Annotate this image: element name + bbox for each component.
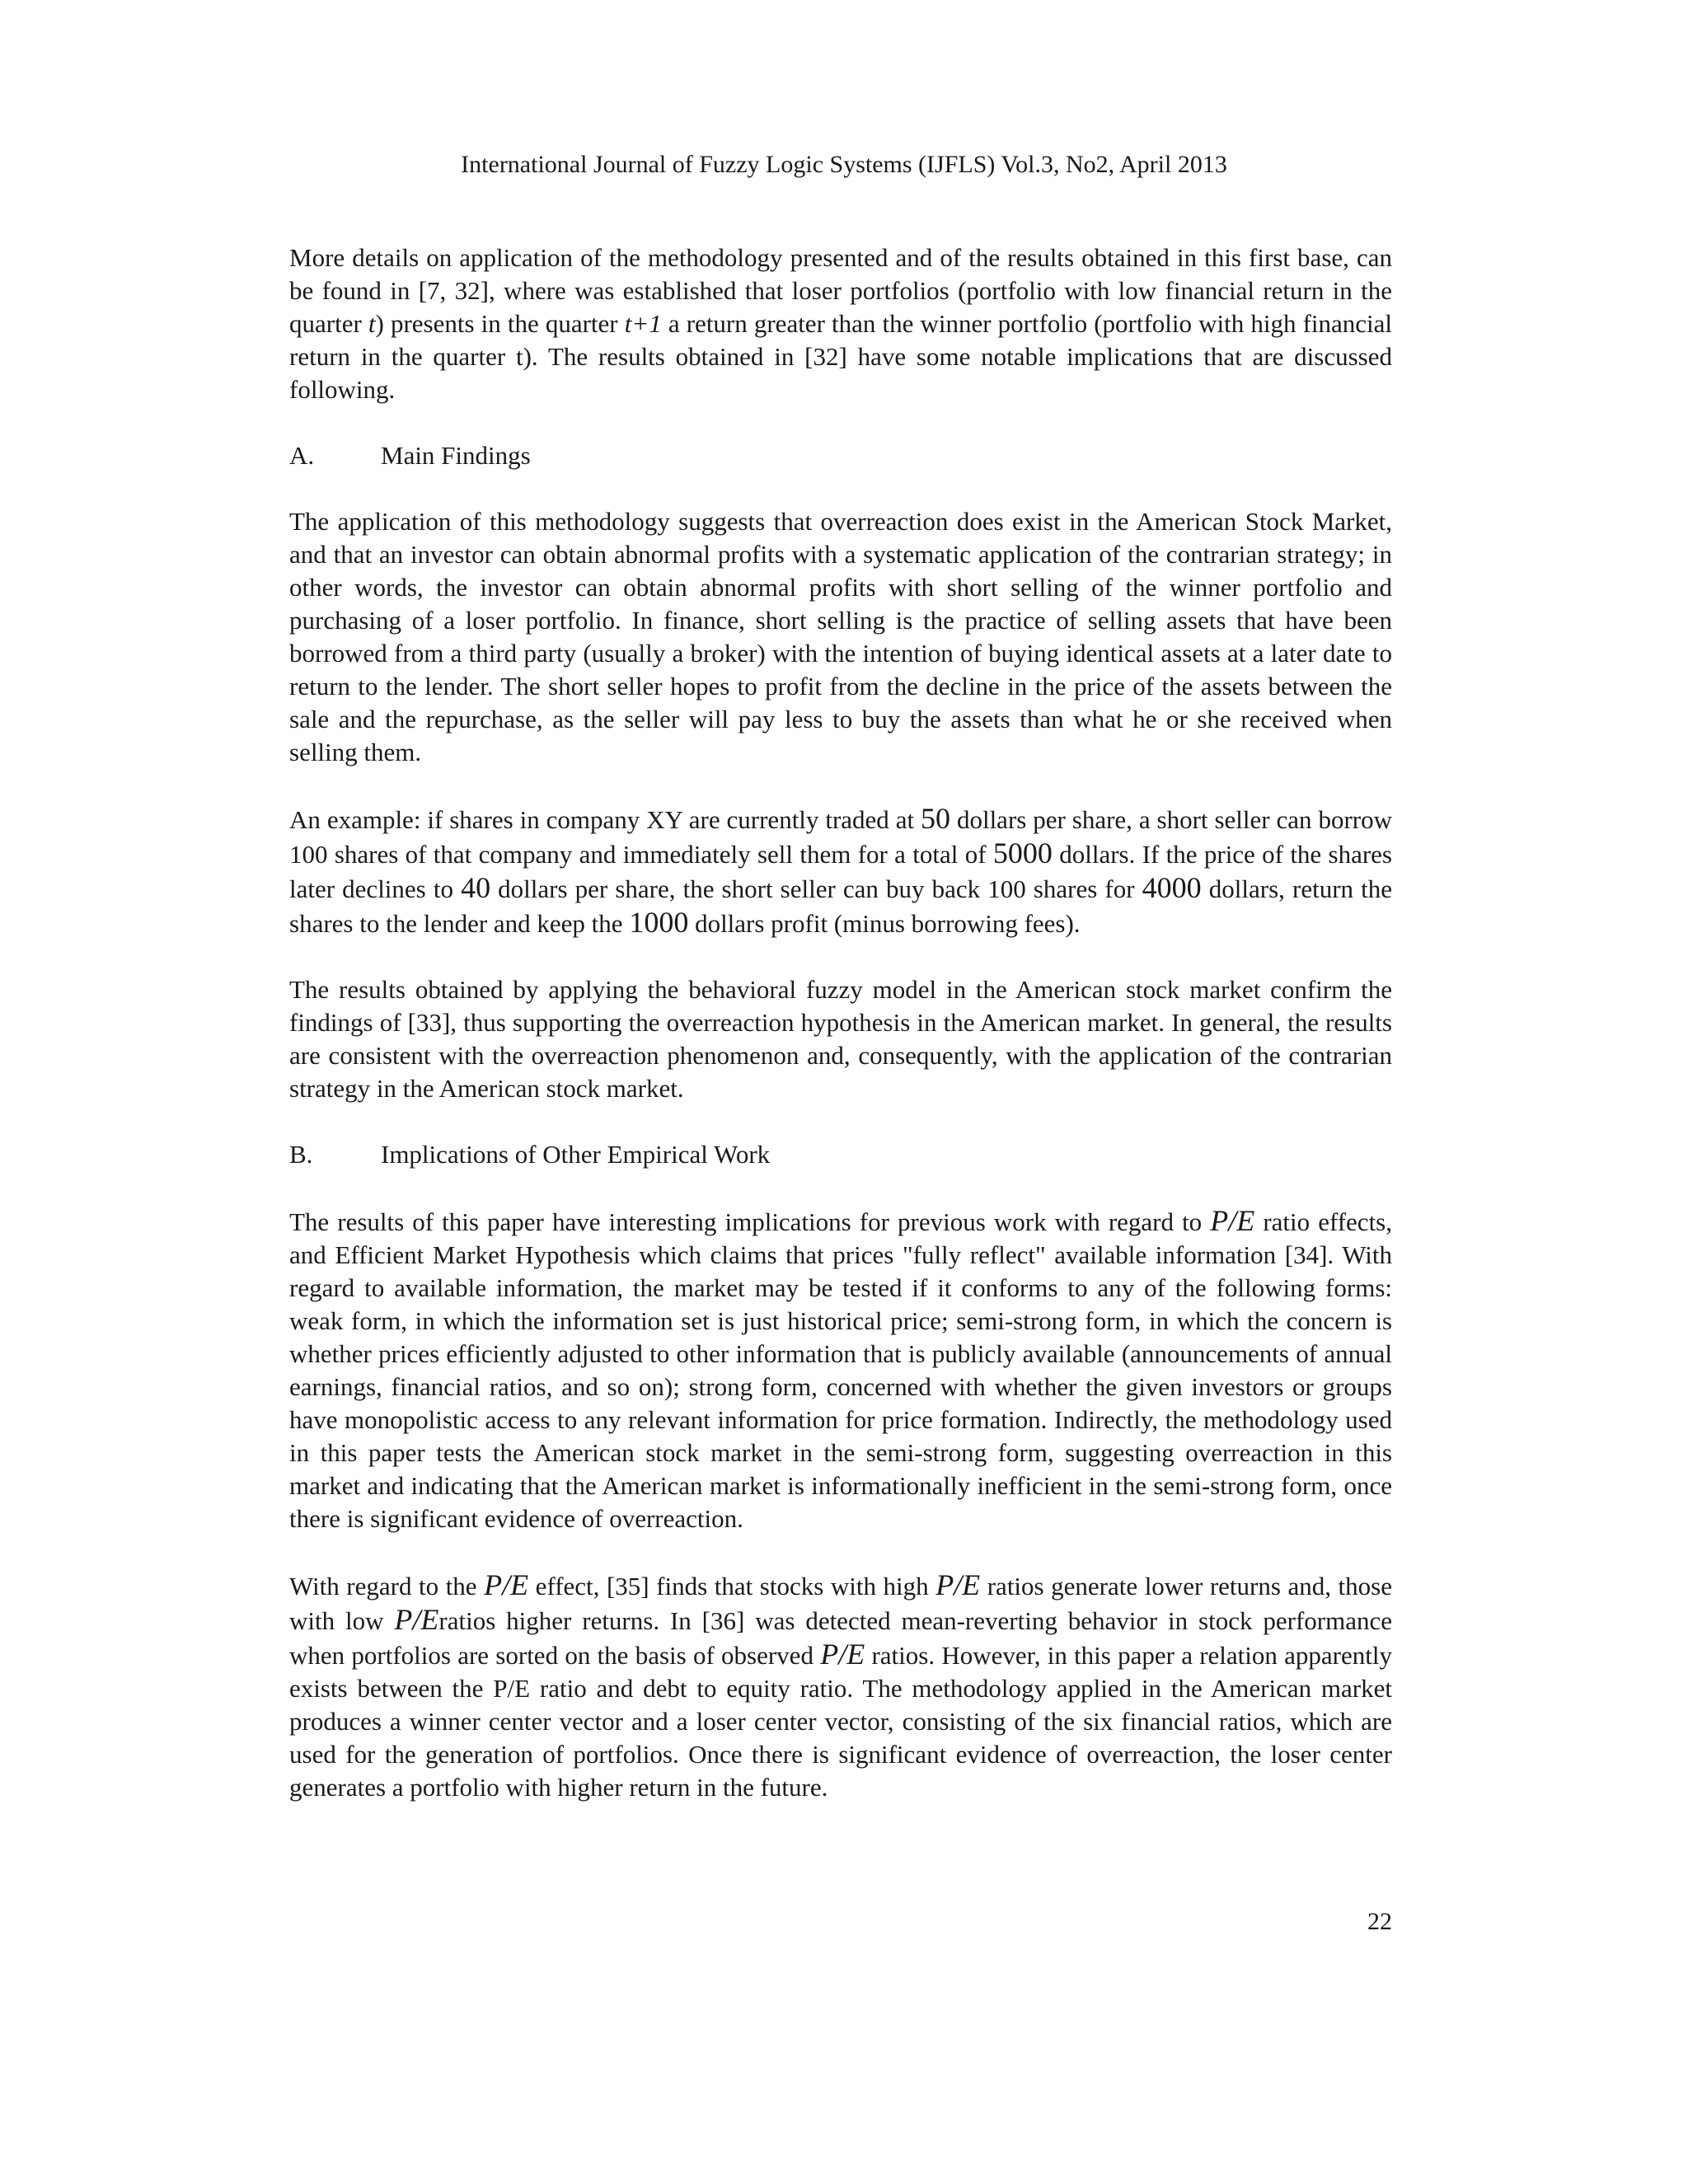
paragraph-methodology-details <box>289 241 1392 406</box>
math-variable-t-plus-1: t+1 <box>624 309 662 338</box>
paragraph-efficient-market-hypothesis <box>289 1204 1392 1535</box>
text-run: dollars, return the shares to the lender and keep the <box>289 874 1392 938</box>
number-4000: 4000 <box>1142 871 1202 904</box>
text-run: ratios generate lower returns and, those with low <box>289 1572 1392 1635</box>
page-number: 22 <box>1367 1908 1392 1935</box>
text-run: ratios. However, in this paper a relation apparently exists between the P/E ratio and debt to equity ratio. The methodology applied in the American market produces a winner center vector and a loser center vector, consisting of the six financial ratios, which are used for the generation of portfolios. Once there is significant evidence of overreaction, the loser center generates a portfolio with higher return in the future. <box>289 1641 1392 1802</box>
section-heading-implications <box>289 1138 1392 1171</box>
math-pe-ratio: P/E <box>820 1638 865 1671</box>
math-pe-ratio: P/E <box>484 1568 529 1601</box>
text-run: dollars per share, a short seller can borrow 100 shares of that company and immediately sell them for a total of <box>289 805 1392 869</box>
number-5000: 5000 <box>992 837 1053 869</box>
number-40: 40 <box>461 871 491 904</box>
text-run: An example: if shares in company XY are currently traded at <box>289 805 921 834</box>
text-run: a return greater than the winner portfolio (portfolio with high financial return in the quarter t). The results obtained in [32] have some notable implications that are discussed following. <box>289 309 1393 404</box>
text-run: dollars. If the price of the shares later declines to <box>289 840 1392 903</box>
paragraph-fuzzy-model-results: The results obtained by applying the behavioral fuzzy model in the American stock market confirm the findings of [33], thus supporting the overreaction hypothesis in the American market. In general, the results are consistent with the overreaction phenomenon and, consequently, with the application of the contrarian strategy in the American stock market. <box>289 975 1392 1103</box>
text-run: The results of this paper have interesting implications for previous work with regard to <box>289 1207 1211 1236</box>
math-pe-ratio: P/E <box>935 1568 981 1601</box>
section-title: Main Findings <box>381 441 531 470</box>
running-header: International Journal of Fuzzy Logic Systems (IJFLS) Vol.3, No2, April 2013 <box>461 151 1227 178</box>
article-body <box>289 241 1392 1804</box>
text-run: With regard to the <box>289 1572 485 1601</box>
math-variable-t: t <box>368 309 376 338</box>
number-50: 50 <box>921 802 951 835</box>
text-run: More details on application of the methodology presented and of the results obtained in this first base, can be found in [7, 32], where was established that loser portfolios (portfolio with low financial return in the quarter <box>289 243 1392 338</box>
section-number: B. <box>289 1140 313 1169</box>
text-run: ratio effects, and Efficient Market Hypothesis which claims that prices "fully reflect" available information [34]. With regard to available information, the market may be tested if it conforms to any of the following forms: weak form, in which the information set is just historical price; semi-strong form, in which the concern is whether prices efficiently adjusted to other information that is publicly available (announcements of annual earnings, financial ratios, and so on); strong form, concerned with whether the given investors or groups have monopolistic access to any relevant information for price formation. Indirectly, the methodology used in this paper tests the American stock market in the semi-strong form, suggesting overreaction in this market and indicating that the American market is informationally inefficient in the semi-strong form, once there is significant evidence of overreaction. <box>289 1207 1392 1533</box>
math-pe-ratio: P/E <box>394 1603 439 1636</box>
text-run: ratios higher returns. In [36] was detected mean-reverting behavior in stock performance when portfolios are sorted on the basis of observed <box>289 1606 1392 1670</box>
text-run: effect, [35] finds that stocks with high <box>528 1572 936 1601</box>
section-number: A. <box>289 441 315 470</box>
paragraph-pe-effect <box>289 1568 1392 1804</box>
paragraph-overreaction-short-selling: The application of this methodology suggests that overreaction does exist in the American Stock Market, and that an investor can obtain abnormal profits with a systematic application of the contrarian strategy; in other words, the investor can obtain abnormal profits with short selling of the winner portfolio and purchasing of a loser portfolio. In finance, short selling is the practice of selling assets that have been borrowed from a third party (usually a broker) with the intention of buying identical assets at a later date to return to the lender. The short seller hopes to profit from the decline in the price of the assets between the sale and the repurchase, as the seller will pay less to buy the assets than what he or she received when selling them. <box>289 507 1392 766</box>
number-1000: 1000 <box>629 906 689 939</box>
math-pe-ratio: P/E <box>1210 1204 1255 1237</box>
text-run: ) presents in the quarter <box>375 309 625 338</box>
section-heading-main-findings <box>289 439 1392 472</box>
paragraph-short-selling-example <box>289 802 1392 940</box>
section-title: Implications of Other Empirical Work <box>381 1140 771 1169</box>
text-run: dollars profit (minus borrowing fees). <box>688 909 1081 938</box>
text-run: dollars per share, the short seller can buy back 100 shares for <box>490 874 1142 903</box>
